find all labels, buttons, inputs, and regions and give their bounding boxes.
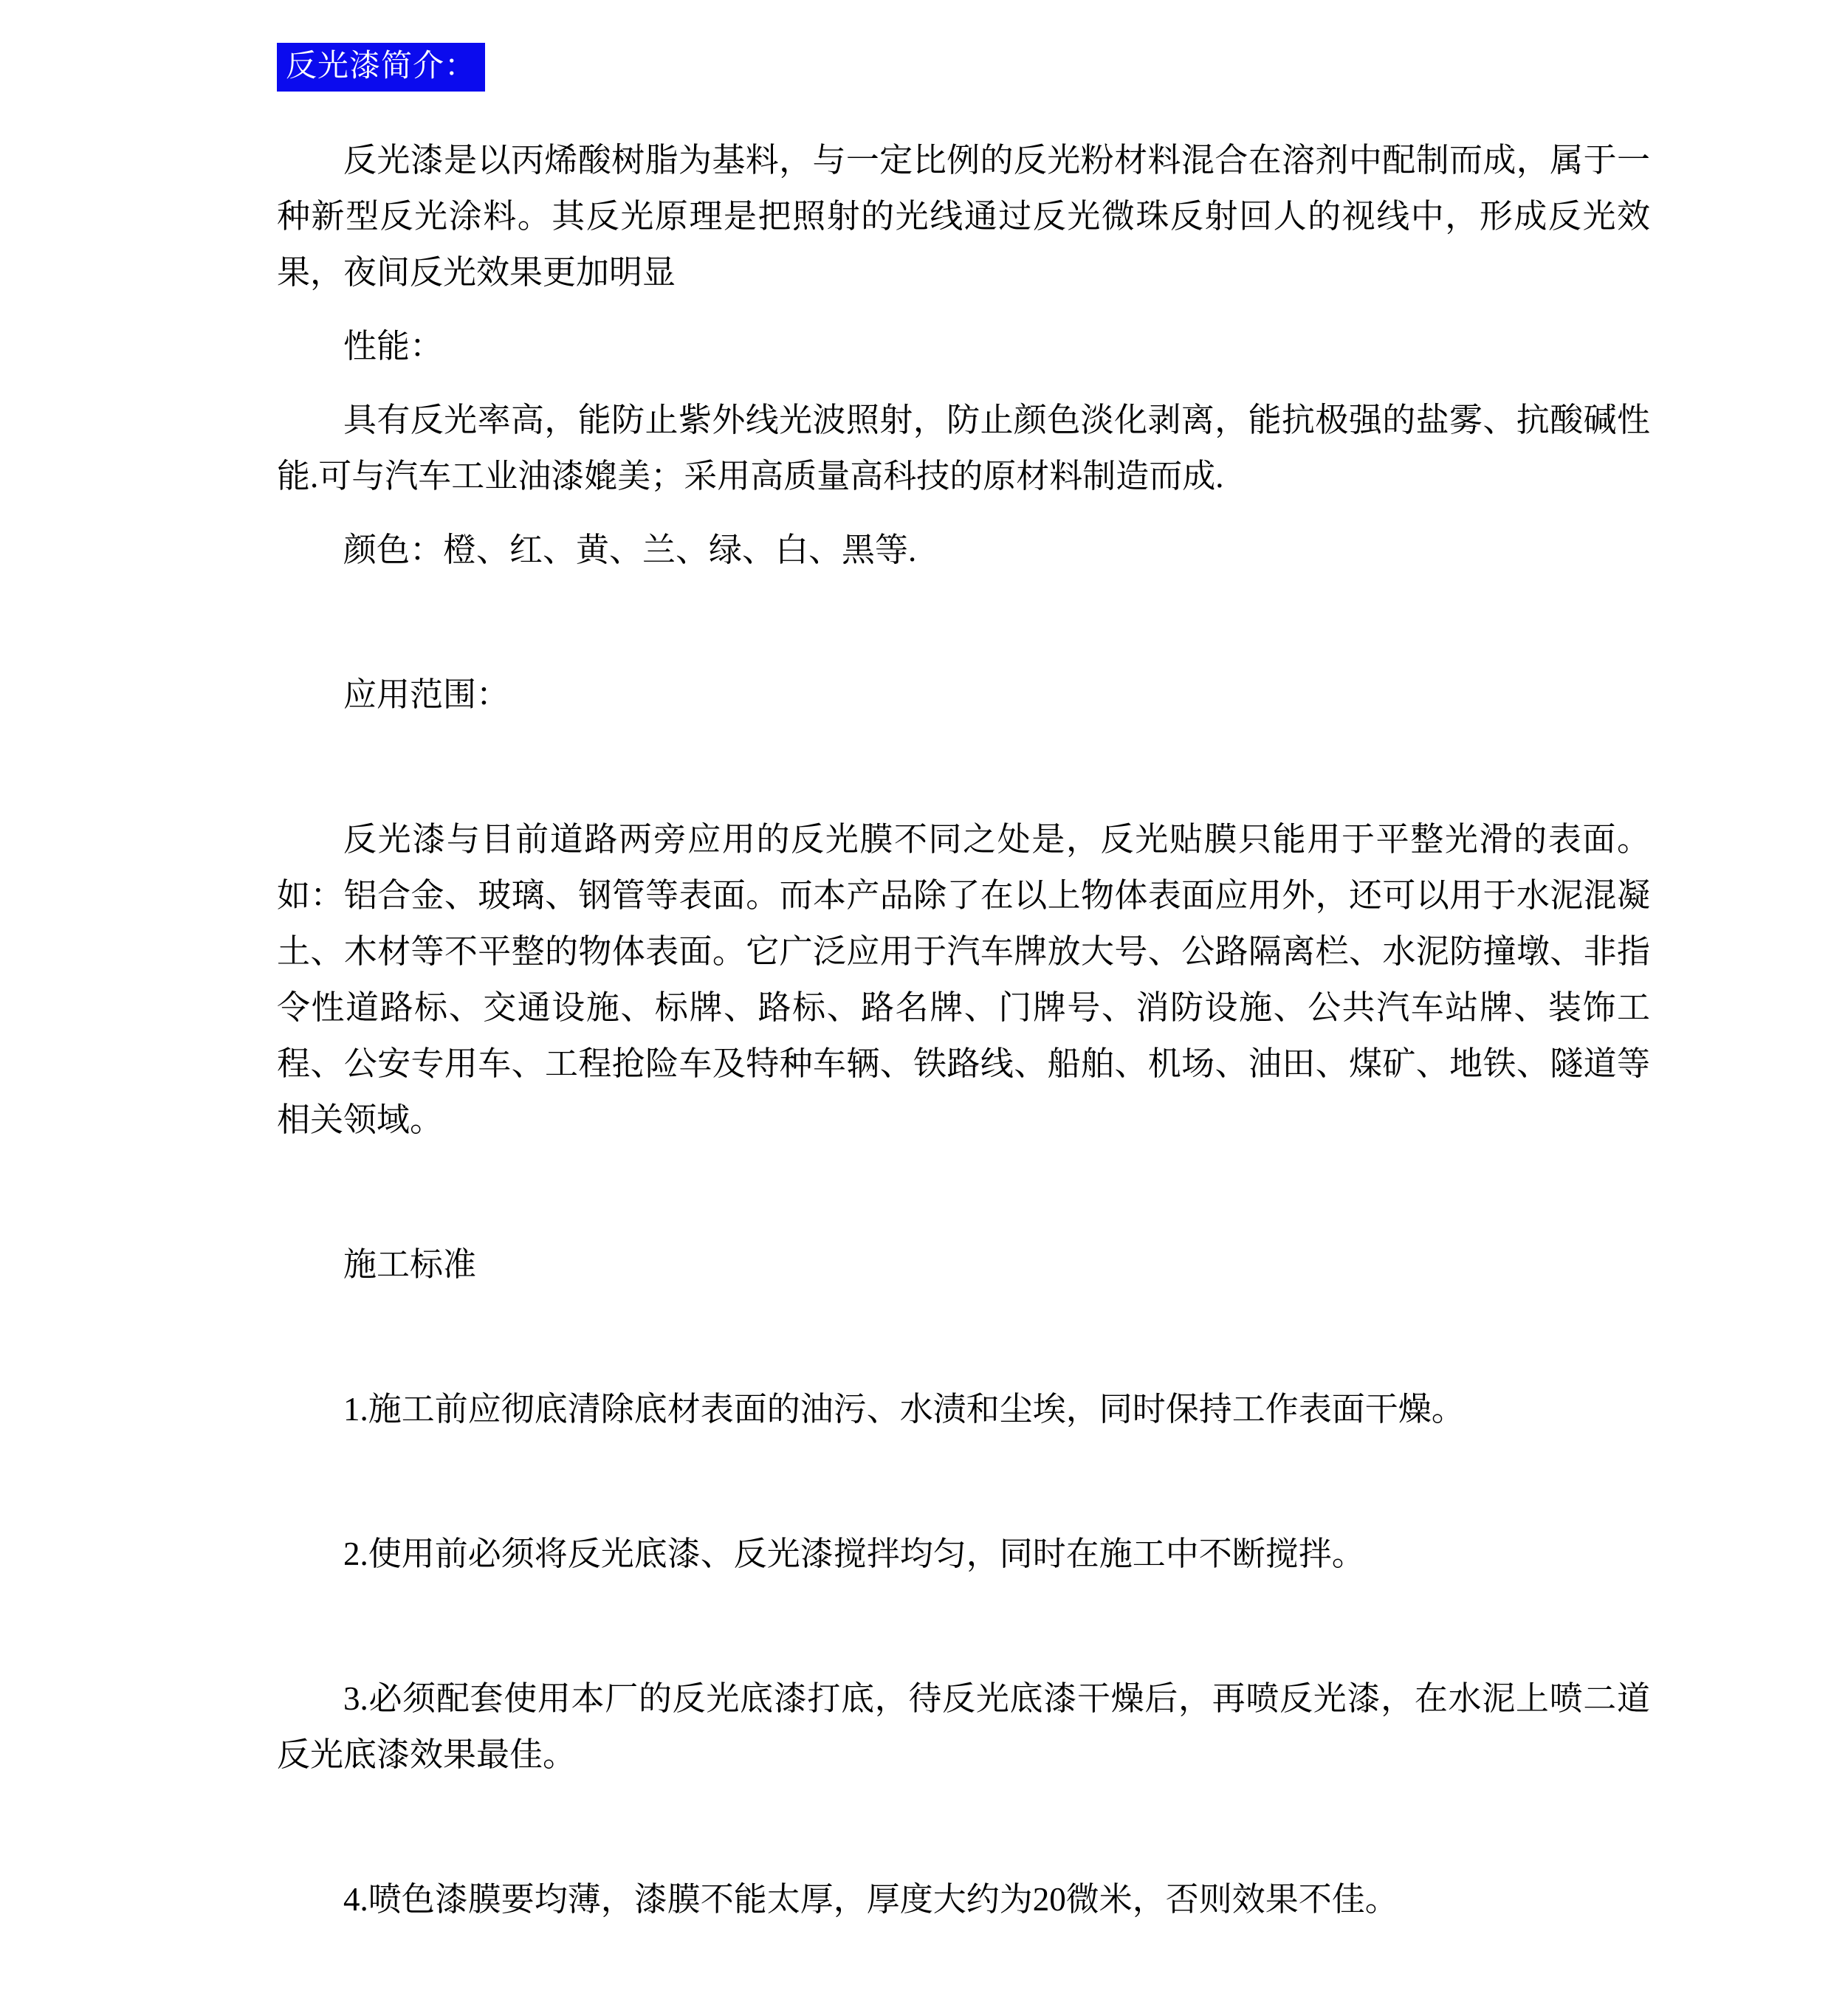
paragraph-intro: 反光漆是以丙烯酸树脂为基料，与一定比例的反光粉材料混合在溶剂中配制而成，属于一种新型反光涂料。其反光原理是把照射的光线通过反光微珠反射回人的视线中，形成反光效果，夜间反光效果更加明显: [277, 142, 1650, 291]
heading-performance: 性能：: [343, 328, 444, 365]
construction-step-2: 2.使用前必须将反光底漆、反光漆搅拌均匀，同时在施工中不断搅拌。: [343, 1535, 1365, 1572]
construction-step-1: 1.施工前应彻底清除底材表面的油污、水渍和尘埃，同时保持工作表面干燥。: [343, 1391, 1465, 1428]
document-title: 反光漆简介：: [277, 43, 485, 92]
construction-step-4: 4.喷色漆膜要均薄，漆膜不能太厚，厚度大约为20微米，否则效果不佳。: [343, 1881, 1398, 1918]
construction-step-3: 3.必须配套使用本厂的反光底漆打底，待反光底漆干燥后，再喷反光漆，在水泥上喷二道反光底漆效果最佳。: [277, 1680, 1650, 1773]
heading-construction-standard: 施工标准: [343, 1246, 477, 1283]
paragraph-colors: 颜色：橙、红、黄、兰、绿、白、黑等.: [343, 531, 917, 568]
title-row: [277, 43, 1650, 92]
paragraph-performance: 具有反光率高，能防止紫外线光波照射，防止颜色淡化剥离，能抗极强的盐雾、抗酸碱性能.可与汽车工业油漆媲美；采用高质量高科技的原材料制造而成.: [277, 402, 1650, 495]
heading-application-scope: 应用范围：: [343, 676, 510, 713]
paragraph-application-scope: 反光漆与目前道路两旁应用的反光膜不同之处是，反光贴膜只能用于平整光滑的表面。如：铝合金、玻璃、钢管等表面。而本产品除了在以上物体表面应用外，还可以用于水泥混凝土、木材等不平整的物体表面。它广泛应用于汽车牌放大号、公路隔离栏、水泥防撞墩、非指令性道路标、交通设施、标牌、路标、路名牌、门牌号、消防设施、公共汽车站牌、装饰工程、公安专用车、工程抢险车及特种车辆、铁路线、船舶、机场、油田、煤矿、地铁、隧道等相关领域。: [277, 821, 1650, 1138]
